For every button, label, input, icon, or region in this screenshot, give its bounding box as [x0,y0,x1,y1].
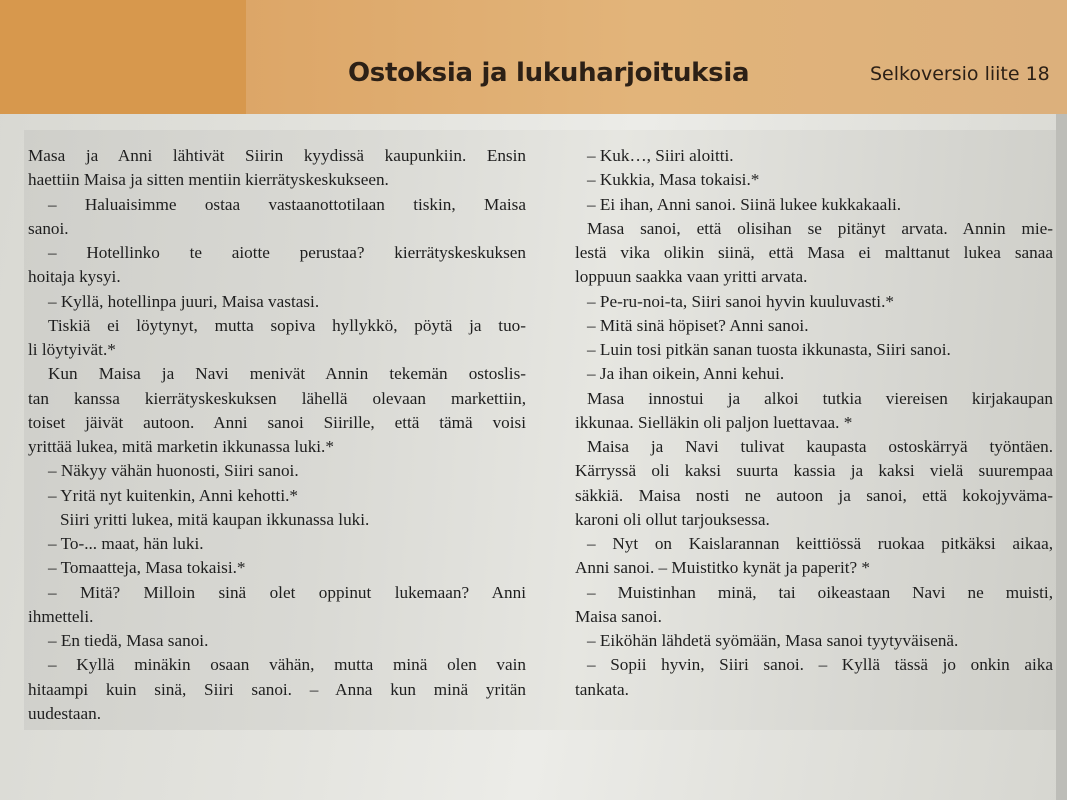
text-line: – Kyllä, hotellinpa juuri, Maisa vastasi. [48,291,320,311]
text-line: Masa ja Anni lähtivät Siirin kyydissä kaupunkiin. Ensin [28,146,526,165]
text-line: karoni oli ollut tarjouksessa. [575,509,770,529]
text-line: – Eiköhän lähdetä syömään, Masa sanoi tyytyväisenä. [587,631,959,650]
text-line: – To-... maat, hän luki. [48,534,204,553]
text-line: yrittää lukea, mitä marketin ikkunassa luki.* [28,437,334,456]
text-line: – Mitä? Milloin sinä olet oppinut lukemaan? Anni [48,582,526,602]
page-title: Ostoksia ja lukuharjoituksia [348,58,750,88]
text-line: hitaampi kuin sinä, Siiri sanoi. – Anna kun minä yritän [28,679,526,699]
text-line: Kun Maisa ja Navi menivät Annin tekemän ostoslis- [48,364,526,384]
text-line: – Tomaatteja, Masa tokaisi.* [48,558,246,578]
text-line: Masa innostui ja alkoi tutkia viereisen kirjakaupan [587,388,1053,408]
text-line: – Pe-ru-noi-ta, Siiri sanoi hyvin kuuluvasti.* [587,291,894,311]
text-line: ihmetteli. [28,606,94,626]
text-line: uudestaan. [28,703,102,723]
text-line: – Hotellinko te aiotte perustaa? kierrätyskeskuksen [48,243,526,262]
text-line: – Ei ihan, Anni sanoi. Siinä lukee kukkakaali. [587,194,902,214]
left-text-column [28,144,526,726]
text-line: – Luin tosi pitkän sanan tuosta ikkunasta, Siiri sanoi. [587,340,951,359]
text-line: ikkunaa. Sielläkin oli paljon luettavaa. * [575,412,853,432]
text-line: – Näkyy vähän huonosti, Siiri sanoi. [48,461,299,481]
text-line: tan kanssa kierrätyskeskuksen lähellä olevaan markettiin, [28,388,526,408]
text-line: – En tiedä, Masa sanoi. [48,631,209,650]
text-line: Anni sanoi. – Muistitko kynät ja paperit? * [575,558,871,578]
text-line: Kärryssä oli kaksi suurta kassia ja kaksi vielä suurempaa [575,461,1053,481]
text-line: – Yritä nyt kuitenkin, Anni kehotti.* [48,485,298,505]
right-text-column [575,144,1053,702]
text-line: – Kukkia, Masa tokaisi.* [587,170,760,190]
text-line: – Kyllä minäkin osaan vähän, mutta minä olen vain [48,655,526,675]
text-line: – Ja ihan oikein, Anni kehui. [587,364,785,384]
text-line: Siiri yritti lukea, mitä kaupan ikkunassa luki. [60,509,370,529]
text-line: haettiin Maisa ja sitten mentiin kierrätyskeskukseen. [28,170,389,190]
text-line: – Muistinhan minä, tai oikeastaan Navi ne muisti, [587,582,1053,602]
text-line: lestä vika olikin siinä, että Masa ei malttanut lukea sanaa [575,243,1053,262]
text-line: – Mitä sinä höpiset? Anni sanoi. [587,315,809,335]
text-line: Tiskiä ei löytynyt, mutta sopiva hyllykkö, pöytä ja tuo- [48,315,526,335]
text-line: – Nyt on Kaislarannan keittiössä ruokaa pitkäksi aikaa, [587,534,1053,553]
text-line: – Kuk…, Siiri aloitti. [587,146,734,165]
text-line: Masa sanoi, että olisihan se pitänyt arvata. Annin mie- [587,218,1053,238]
text-line: Maisa sanoi. [575,606,662,626]
text-line: – Sopii hyvin, Siiri sanoi. – Kyllä tässä jo onkin aika [587,655,1053,675]
text-line: sanoi. [28,218,69,238]
text-line: säkkiä. Maisa nosti ne autoon ja sanoi, että kokojyvämа- [575,485,1053,505]
text-line: li löytyivät.* [28,340,116,359]
appendix-reference: Selkoversio liite 18 [870,63,1050,85]
text-line: – Haluaisimme ostaa vastaanottotilaan tiskin, Maisa [48,194,526,214]
text-line: loppuun saakka vaan yritti arvata. [575,267,808,287]
text-line: toiset jäivät autoon. Anni sanoi Siirille, että tämä voisi [28,412,526,432]
header-accent-block [0,0,246,114]
text-line: tankata. [575,679,629,699]
text-line: Maisa ja Navi tulivat kaupasta ostoskärryä työntäen. [587,437,1053,456]
text-line: hoitaja kysyi. [28,267,121,287]
page-edge-shadow [1056,114,1067,800]
